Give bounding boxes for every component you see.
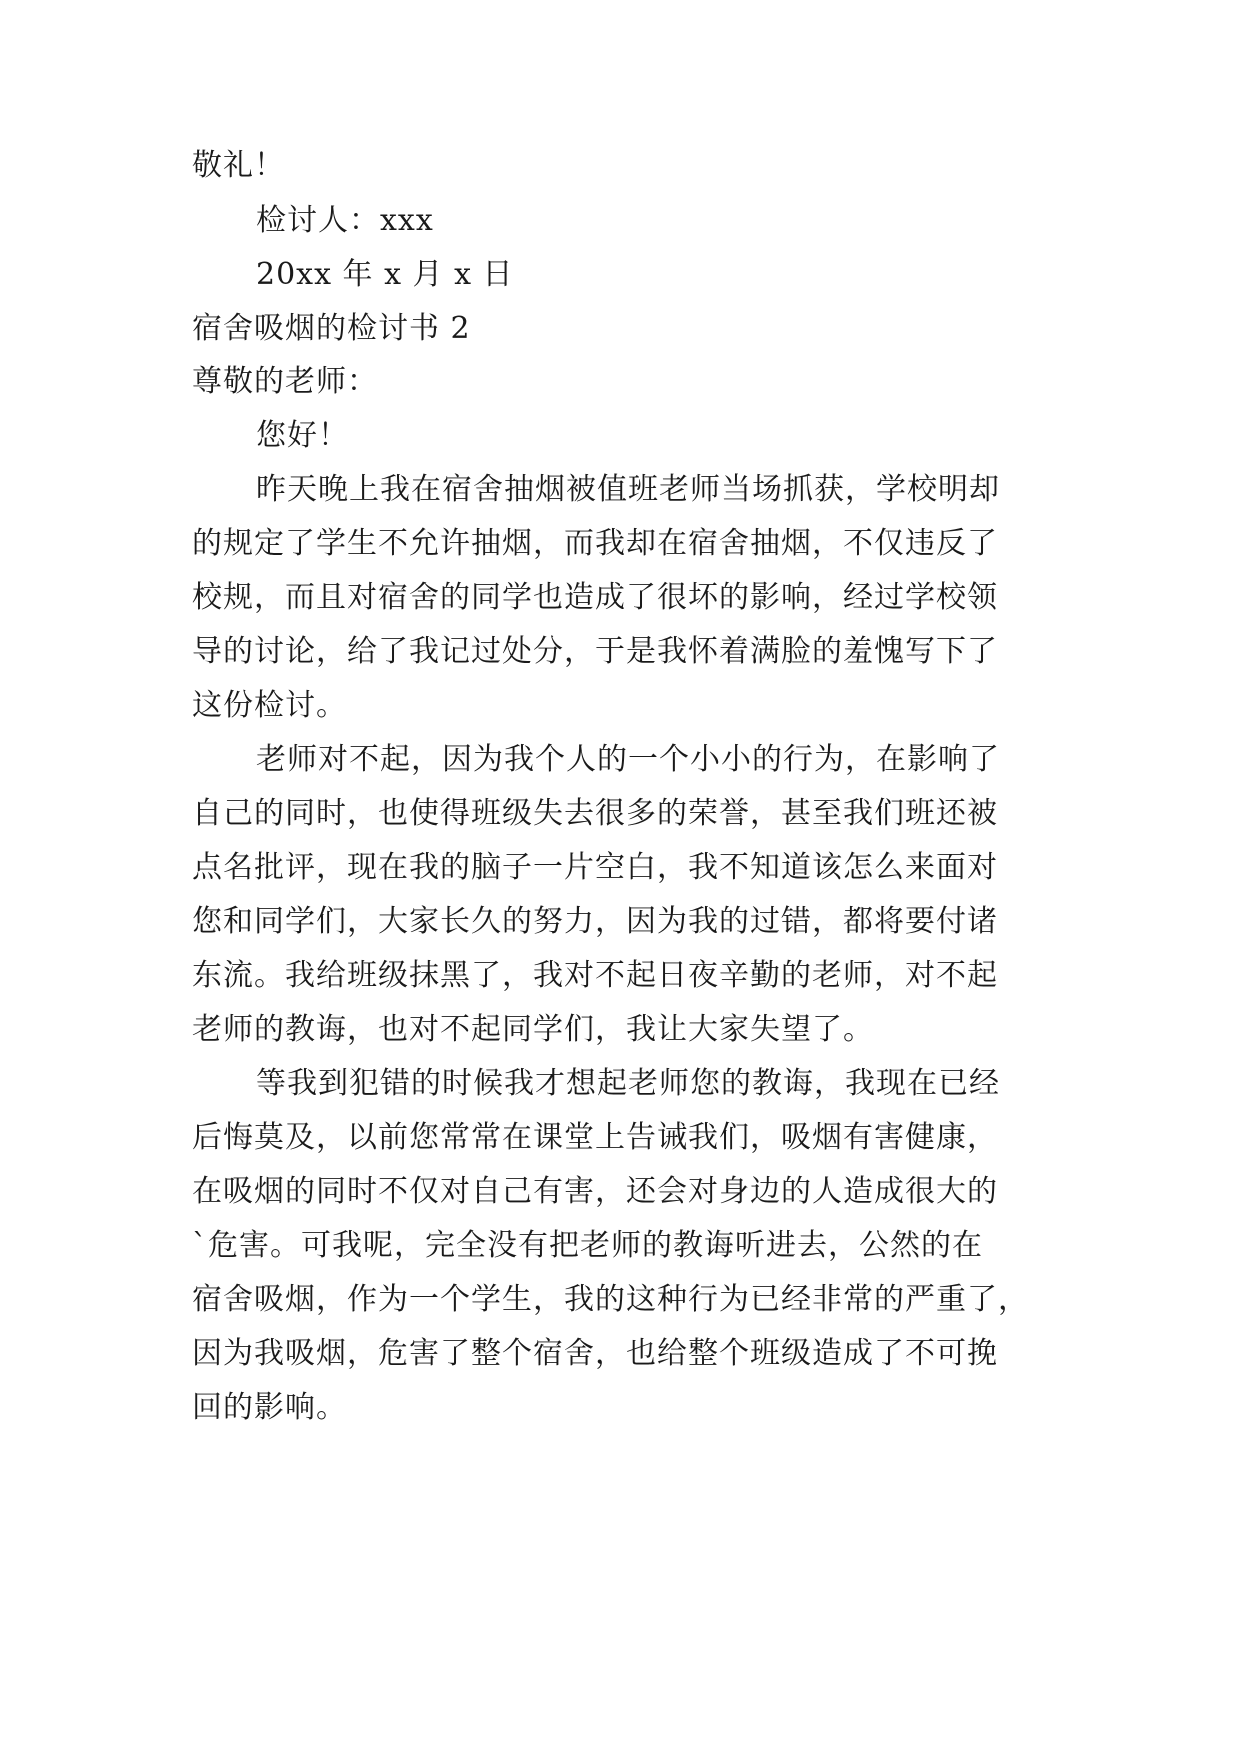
paragraph-line: 这份检讨。 — [192, 688, 347, 723]
paragraph-line: 在吸烟的同时不仅对自己有害，还会对身边的人造成很大的 — [192, 1174, 998, 1209]
paragraph-line: 后悔莫及，以前您常常在课堂上告诫我们，吸烟有害健康， — [192, 1120, 998, 1155]
paragraph-line: 因为我吸烟，危害了整个宿舍，也给整个班级造成了不可挽 — [192, 1336, 998, 1371]
paragraph-line: 自己的同时，也使得班级失去很多的荣誉，甚至我们班还被 — [192, 796, 998, 831]
signer-line: 检讨人：xxx — [256, 203, 434, 238]
paragraph-line: 昨天晚上我在宿舍抽烟被值班老师当场抓获，学校明却 — [256, 472, 1000, 507]
date-line: 20xx 年 x 月 x 日 — [256, 257, 514, 292]
closing-line: 敬礼！ — [192, 148, 285, 183]
paragraph-line: 等我到犯错的时候我才想起老师您的教诲，我现在已经 — [256, 1066, 1000, 1101]
paragraph-line: 导的讨论，给了我记过处分，于是我怀着满脸的羞愧写下了 — [192, 634, 998, 669]
paragraph-line: 老师的教诲，也对不起同学们，我让大家失望了。 — [192, 1012, 874, 1047]
paragraph-line: 点名批评，现在我的脑子一片空白，我不知道该怎么来面对 — [192, 850, 998, 885]
salutation-line: 尊敬的老师： — [192, 364, 378, 399]
paragraph-line: 的规定了学生不允许抽烟，而我却在宿舍抽烟，不仅违反了 — [192, 526, 998, 561]
paragraph-line: `危害。可我呢，完全没有把老师的教诲听进去，公然的在 — [192, 1228, 983, 1263]
paragraph-line: 老师对不起，因为我个人的一个小小的行为，在影响了 — [256, 742, 1000, 777]
greeting-line: 您好！ — [256, 418, 349, 453]
paragraph-line: 您和同学们，大家长久的努力，因为我的过错，都将要付诸 — [192, 904, 998, 939]
paragraph-line: 回的影响。 — [192, 1390, 347, 1425]
paragraph-line: 宿舍吸烟，作为一个学生，我的这种行为已经非常的严重了， — [192, 1282, 1029, 1317]
paragraph-line: 校规，而且对宿舍的同学也造成了很坏的影响，经过学校领 — [192, 580, 998, 615]
section-title: 宿舍吸烟的检讨书 2 — [192, 311, 471, 346]
paragraph-line: 东流。我给班级抹黑了，我对不起日夜辛勤的老师，对不起 — [192, 958, 998, 993]
